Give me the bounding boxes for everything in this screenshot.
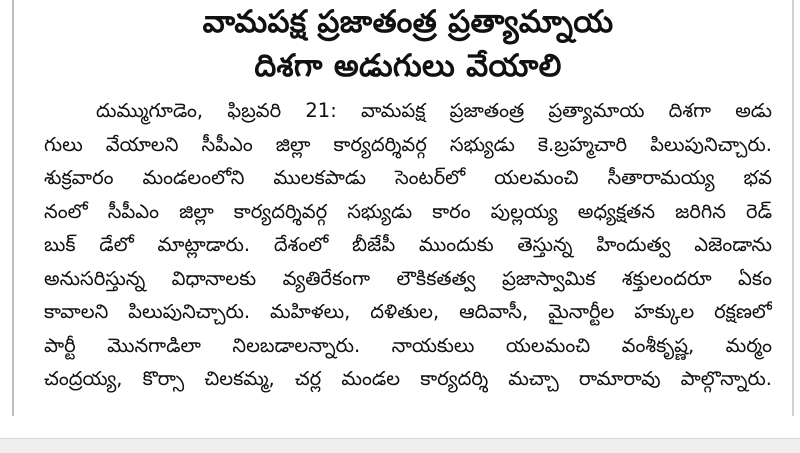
body-line: పార్టీ మొనగాడిలా నిలబడాలన్నారు. నాయకులు యలమంచి వంశీకృష్ణ, మర్మం: [44, 333, 772, 357]
page-bottom-band: [0, 438, 800, 453]
article-body: [44, 94, 772, 396]
body-line: చంద్రయ్య, కొర్సా చిలకమ్మ, చర్ల మండల కార్యదర్శి మచ్చా రామారావు పాల్గొన్నారు.: [44, 367, 772, 390]
headline-line-2: దిశగా అడుగులు వేయాలి: [254, 48, 562, 84]
body-line: కావాలని పిలుపునిచ్చారు. మహిళలు, దళితుల, ఆదివాసీ, మైనార్టీల హక్కుల రక్షణలో: [44, 300, 772, 323]
column-divider-left: [12, 0, 14, 416]
body-line: దుమ్ముగూడెం, ఫిబ్రవరి 21: వామపక్ష ప్రజాతంత్ర ప్రత్యామాయ దిశగా అడు: [96, 99, 772, 122]
body-line: నంలో సీపీఎం జిల్లా కార్యదర్శివర్గ సభ్యుడు కారం పుల్లయ్య అధ్యక్షతన జరిగిన రెడ్: [44, 199, 772, 223]
headline-line-1: వామపక్ష ప్రజాతంత్ర ప్రత్యామ్నాయ: [202, 4, 614, 40]
body-line: గులు వేయాలని సీపీఎం జిల్లా కార్యదర్శివర్గ సభ్యుడు కె.బ్రహ్మచారి పిలుపునిచ్చారు.: [44, 132, 772, 156]
body-line: బుక్ డేలో మాట్లాడారు. దేశంలో బీజేపీ ముందుకు తెస్తున్న హిందుత్వ ఎజెండాను: [44, 233, 772, 256]
body-line: శుక్రవారం మండలంలోని ములకపాడు సెంటర్‌లో యలమంచి సీతారామయ్య భవ: [44, 166, 772, 189]
body-line: అనుసరిస్తున్న విధానాలకు వ్యతిరేకంగా లౌకికతత్వ ప్రజాస్వామిక శక్తులందరూ ఏకం: [44, 266, 772, 290]
column-divider-right: [792, 0, 794, 416]
